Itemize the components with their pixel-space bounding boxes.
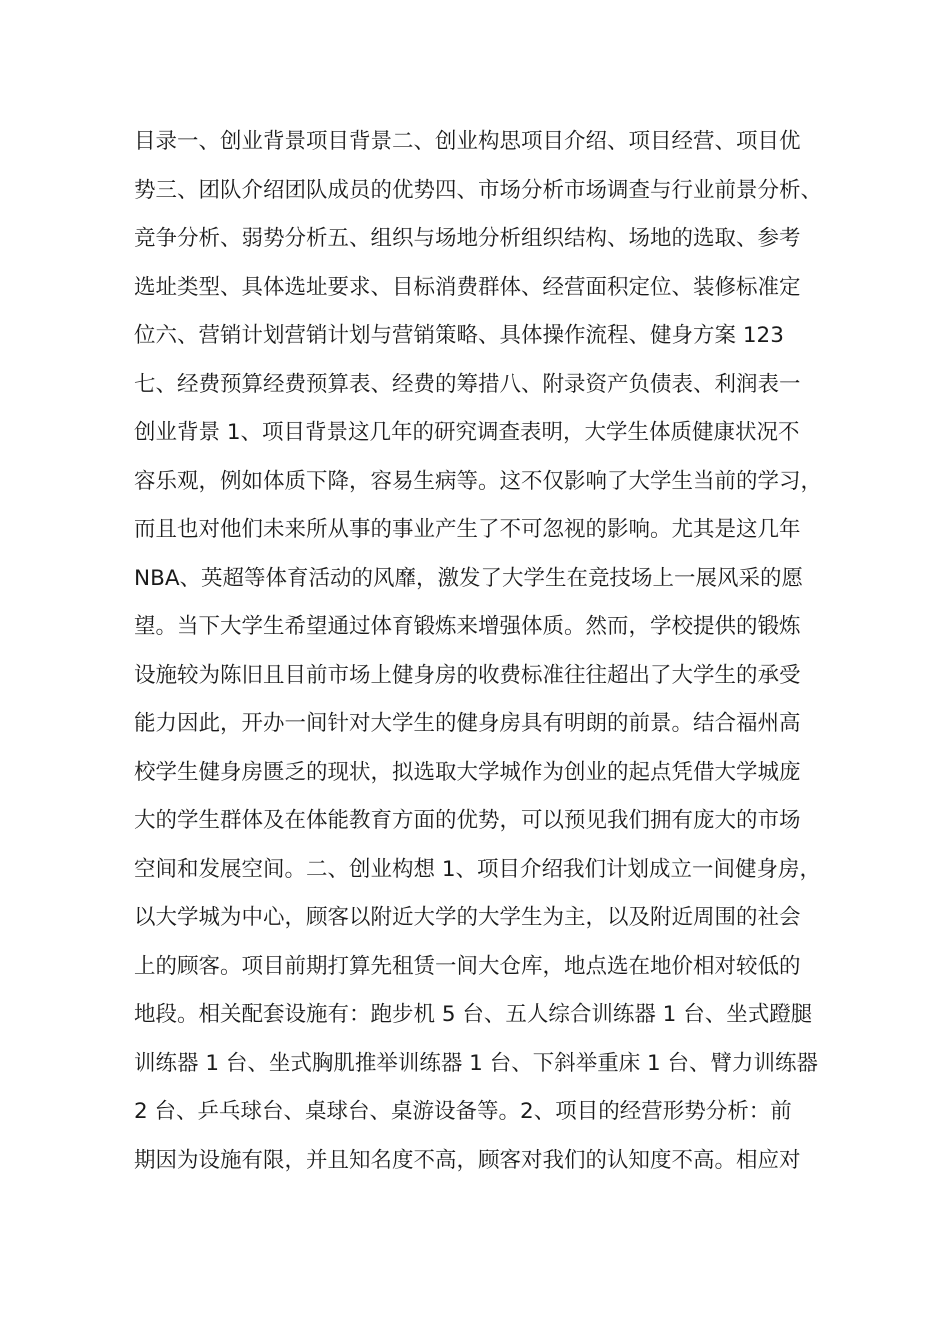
text-line-9: 而且也对他们未来所从事的事业产生了不可忽视的影响。尤其是这几年 <box>134 517 801 542</box>
text-line-18: 上的顾客。项目前期打算先租赁一间大仓库，地点选在地价相对较低的 <box>134 953 801 979</box>
text-line-7: 创业背景 1、项目背景这几年的研究调查表明，大学生体质健康状况不 <box>134 420 800 445</box>
text-line-14: 校学生健身房匮乏的现状，拟选取大学城作为创业的起点凭借大学城庞 <box>134 759 801 785</box>
text-line-10: NBA、英超等体育活动的风靡，激发了大学生在竞技场上一展风采的愿 <box>134 565 804 591</box>
text-line-22: 期因为设施有限，并且知名度不高，顾客对我们的认知度不高。相应对 <box>134 1147 801 1173</box>
text-line-19: 地段。相关配套设施有：跑步机 5 台、五人综合训练器 1 台、坐式蹬腿 <box>134 1002 813 1027</box>
text-line-15: 大的学生群体及在体能教育方面的优势，可以预见我们拥有庞大的市场 <box>134 808 801 833</box>
text-line-2: 势三、团队介绍团队成员的优势四、市场分析市场调查与行业前景分析、 <box>134 177 823 203</box>
text-line-3: 竞争分析、弱势分析五、组织与场地分析组织结构、场地的选取、参考 <box>134 226 801 251</box>
body-text <box>134 118 834 1185</box>
text-line-13: 能力因此，开办一间针对大学生的健身房具有明朗的前景。结合福州高 <box>134 711 801 736</box>
text-line-16: 空间和发展空间。二、创业构想 1、项目介绍我们计划成立一间健身房， <box>134 856 822 882</box>
text-line-21: 2 台、乒乓球台、桌球台、桌游设备等。2、项目的经营形势分析：前 <box>134 1099 792 1124</box>
text-line-12: 设施较为陈旧且目前市场上健身房的收费标准往往超出了大学生的承受 <box>134 662 801 688</box>
text-line-11: 望。当下大学生希望通过体育锻炼来增强体质。然而，学校提供的锻炼 <box>134 614 801 639</box>
text-line-8: 容乐观，例如体质下降，容易生病等。这不仅影响了大学生当前的学习， <box>134 468 823 494</box>
text-line-17: 以大学城为中心，顾客以附近大学的大学生为主，以及附近周围的社会 <box>134 905 801 930</box>
text-line-20: 训练器 1 台、坐式胸肌推举训练器 1 台、下斜举重床 1 台、臂力训练器 <box>134 1050 819 1076</box>
text-line-5: 位六、营销计划营销计划与营销策略、具体操作流程、健身方案 123 <box>134 323 784 348</box>
text-line-6: 七、经费预算经费预算表、经费的筹措八、附录资产负债表、利润表一 <box>134 371 801 397</box>
text-line-1: 目录一、创业背景项目背景二、创业构思项目介绍、项目经营、项目优 <box>134 129 801 154</box>
text-line-4: 选址类型、具体选址要求、目标消费群体、经营面积定位、装修标准定 <box>134 274 801 300</box>
